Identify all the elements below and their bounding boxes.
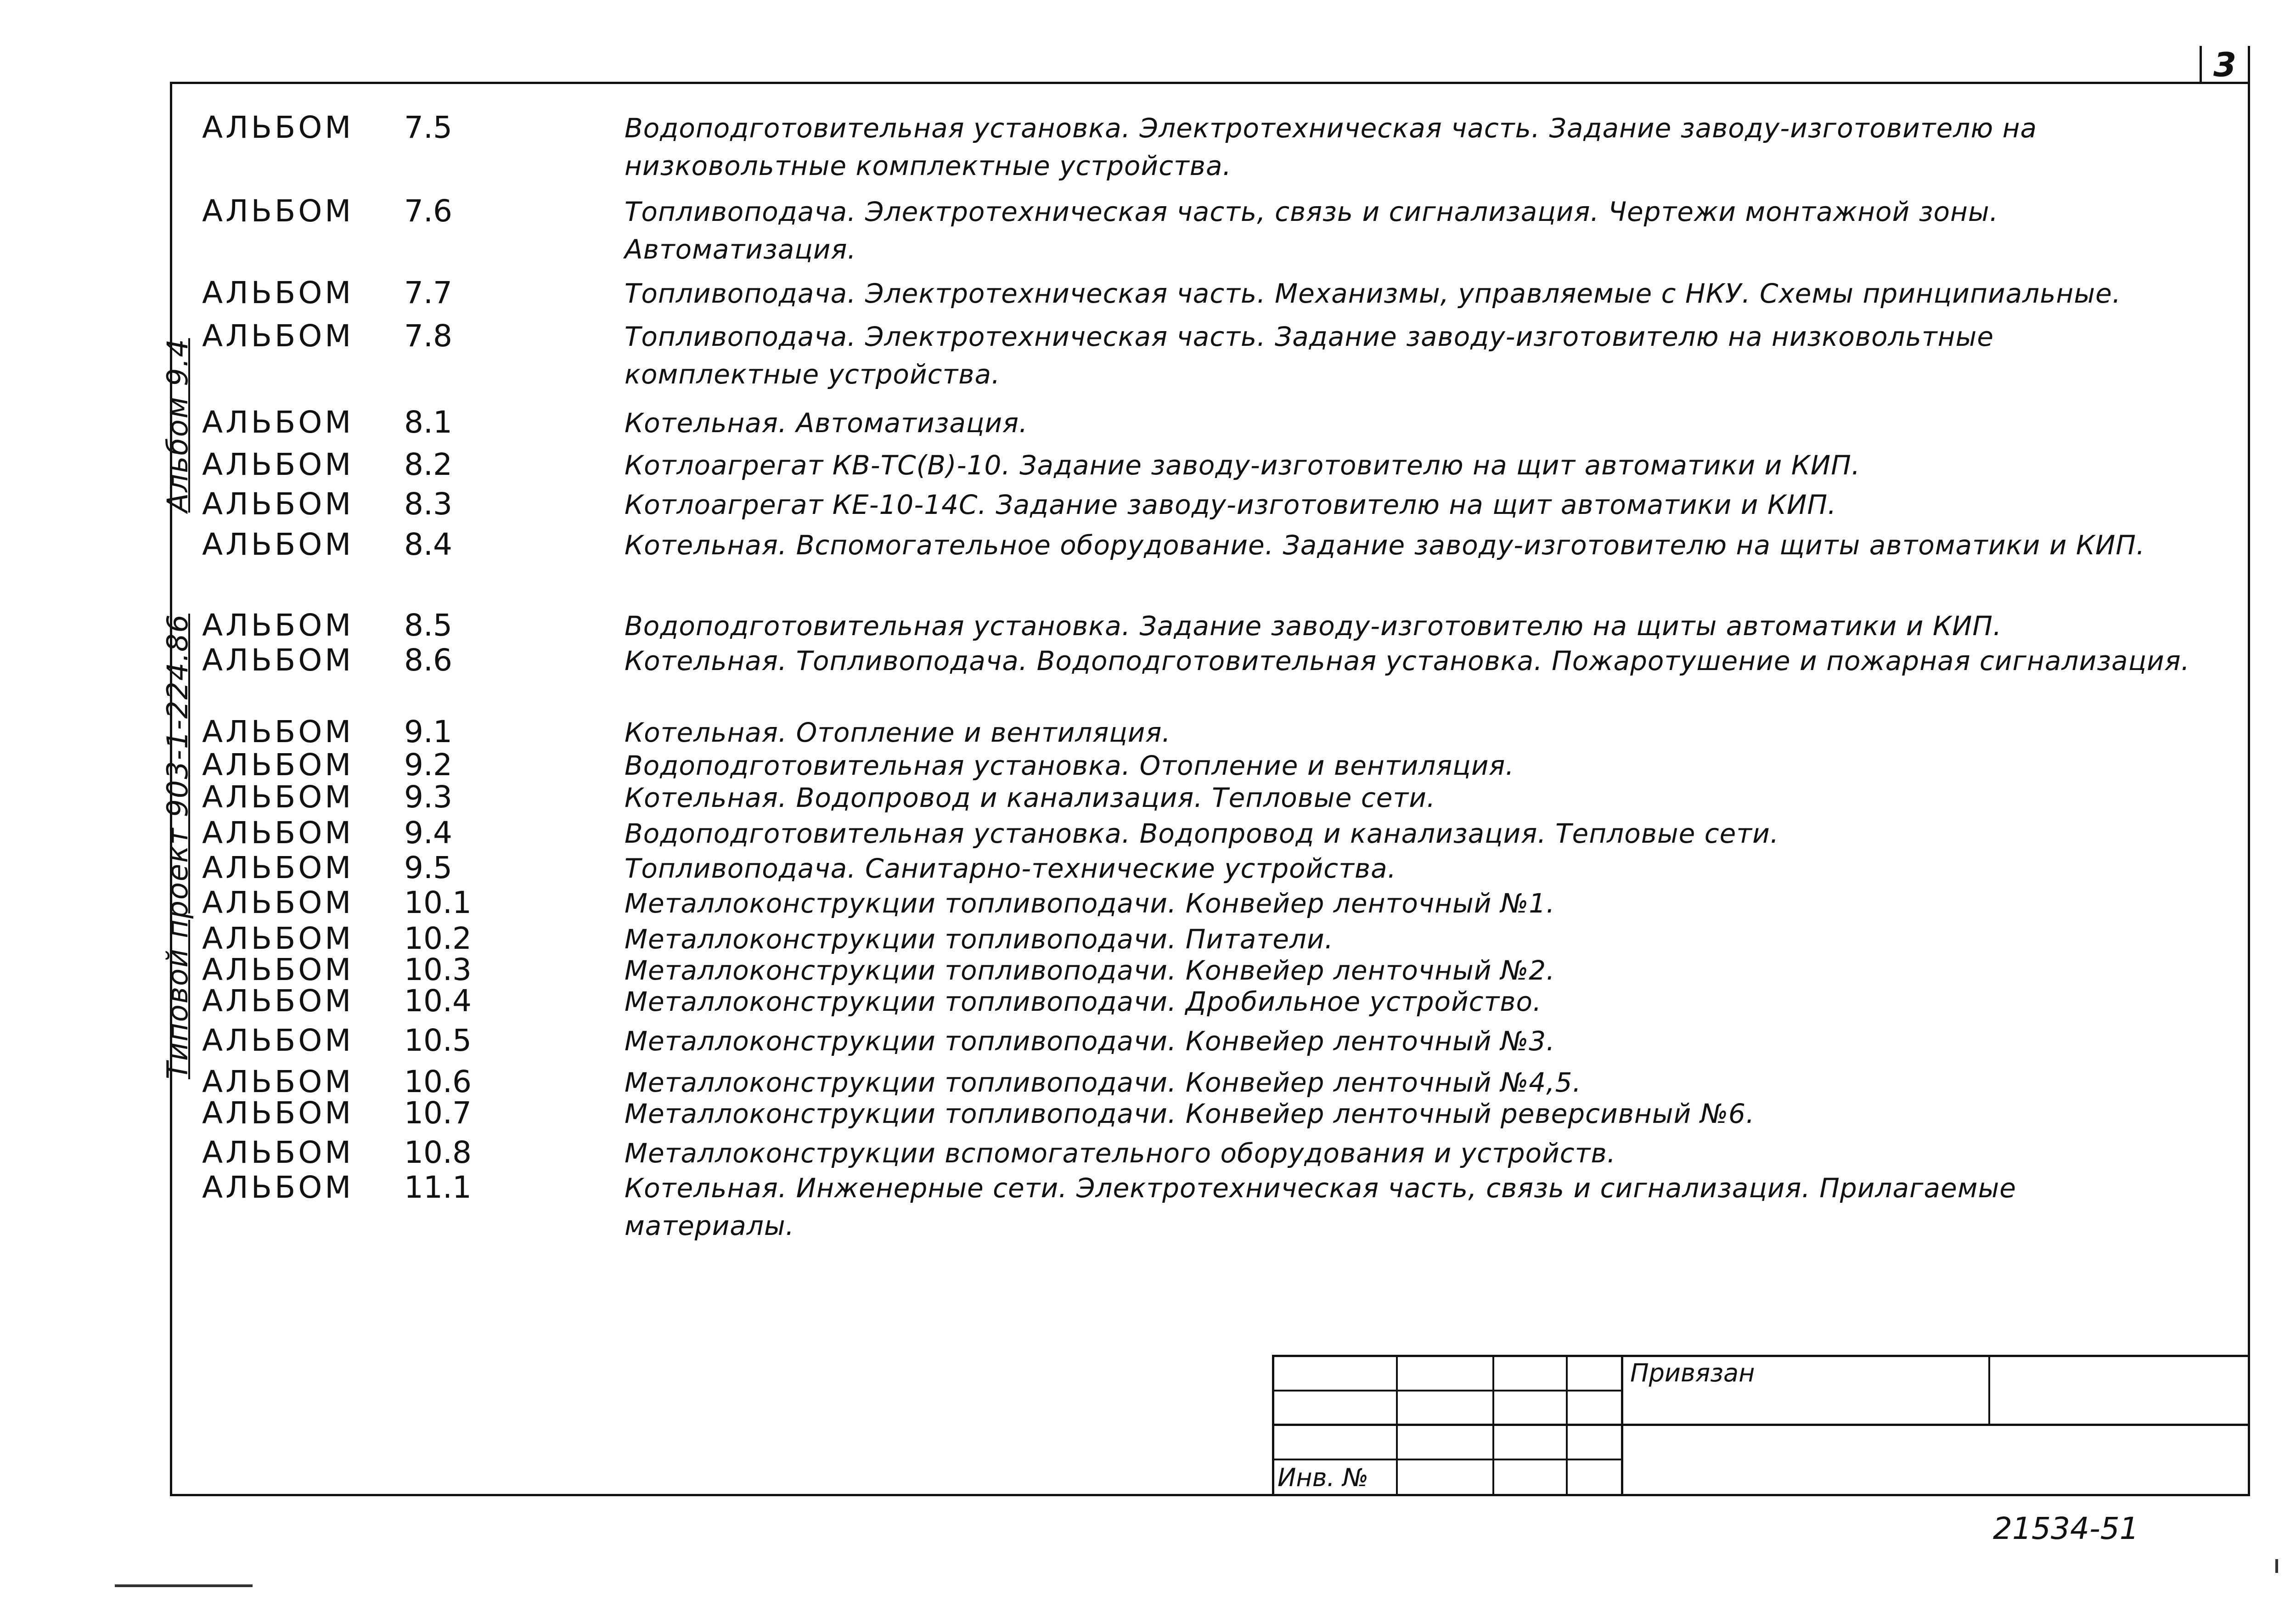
album-description: Водоподготовительная установка. Водопровод и канализация. Тепловые сети.: [625, 818, 1779, 849]
album-label: АЛЬБОМ: [202, 405, 354, 440]
album-number: 10.3: [404, 952, 472, 987]
album-label: АЛЬБОМ: [202, 275, 354, 310]
album-label: АЛЬБОМ: [202, 983, 354, 1019]
album-label: АЛЬБОМ: [202, 815, 354, 851]
album-number: 8.1: [404, 405, 452, 440]
inventory-label: Инв. №: [1277, 1463, 1369, 1492]
album-label: АЛЬБОМ: [202, 1170, 354, 1205]
album-label: АЛЬБОМ: [202, 1135, 354, 1170]
album-description: Котельная. Топливоподача. Водоподготовительная установка. Пожаротушение и пожарная сигнализация.: [625, 645, 2190, 676]
album-number: 10.5: [404, 1023, 472, 1058]
album-number: 9.1: [404, 714, 452, 749]
album-label: АЛЬБОМ: [202, 747, 354, 783]
album-number: 7.5: [404, 110, 452, 145]
margin-mark: [115, 1584, 253, 1587]
album-label: АЛЬБОМ: [202, 193, 354, 229]
album-number: 8.2: [404, 447, 452, 482]
album-label: АЛЬБОМ: [202, 850, 354, 885]
album-number: 10.8: [404, 1135, 472, 1170]
album-label: АЛЬБОМ: [202, 318, 354, 354]
album-description: Топливоподача. Электротехническая часть. Задание заводу-изготовителю на низковольтные комплектные устройства.: [625, 321, 1994, 390]
album-label: АЛЬБОМ: [202, 779, 354, 815]
album-label: АЛЬБОМ: [202, 921, 354, 956]
album-description: Металлоконструкции топливоподачи. Питатели.: [625, 924, 1334, 955]
album-description: Металлоконструкции топливоподачи. Дробильное устройство.: [625, 986, 1542, 1017]
album-description: Металлоконструкции топливоподачи. Конвейер ленточный №4,5.: [625, 1067, 1581, 1098]
album-number: 10.1: [404, 885, 472, 920]
album-label: АЛЬБОМ: [202, 1023, 354, 1058]
title-block-border: [1272, 1355, 2250, 1357]
album-number: 9.4: [404, 815, 452, 851]
title-block-rule: [1272, 1424, 2250, 1426]
title-block-rule: [1396, 1355, 1398, 1496]
album-label: АЛЬБОМ: [202, 1095, 354, 1131]
album-label: АЛЬБОМ: [202, 608, 354, 643]
album-number: 7.8: [404, 318, 452, 354]
album-label: АЛЬБОМ: [202, 527, 354, 562]
album-number: 8.6: [404, 642, 452, 678]
album-label: АЛЬБОМ: [202, 642, 354, 678]
album-description: Топливоподача. Санитарно-технические устройства.: [625, 853, 1397, 884]
title-block-rule: [1988, 1355, 1990, 1424]
album-number: 9.2: [404, 747, 452, 783]
album-description: Металлоконструкции топливоподачи. Конвейер ленточный №3.: [625, 1025, 1555, 1057]
page-number-text: 3: [2213, 45, 2237, 84]
album-description: Котлоагрегат КВ-ТС(В)-10. Задание заводу-изготовителю на щит автоматики и КИП.: [625, 450, 1861, 481]
album-description: Металлоконструкции топливоподачи. Конвейер ленточный реверсивный №6.: [625, 1098, 1755, 1129]
album-number: 10.6: [404, 1064, 472, 1099]
album-description: Топливоподача. Электротехническая часть, связь и сигнализация. Чертежи монтажной зоны. Автоматизация.: [625, 196, 1999, 265]
album-label: АЛЬБОМ: [202, 1064, 354, 1099]
album-label: АЛЬБОМ: [202, 714, 354, 749]
album-description: Водоподготовительная установка. Задание заводу-изготовителю на щиты автоматики и КИП.: [625, 610, 2002, 642]
album-description: Котельная. Отопление и вентиляция.: [625, 717, 1171, 748]
album-description: Топливоподача. Электротехническая часть. Механизмы, управляемые с НКУ. Схемы принципиальные.: [625, 278, 2122, 309]
album-number: 8.5: [404, 608, 452, 643]
album-label: АЛЬБОМ: [202, 486, 354, 522]
album-number: 10.4: [404, 983, 472, 1019]
title-block-rule: [1272, 1390, 1621, 1392]
side-label-project: Типовой проект 903-1-224.86: [161, 614, 194, 1079]
album-number: 9.3: [404, 779, 452, 815]
album-description: Котельная. Инженерные сети. Электротехническая часть, связь и сигнализация. Прилагаемые материалы.: [625, 1172, 2016, 1241]
album-number: 10.2: [404, 921, 472, 956]
album-description: Котельная. Вспомогательное оборудование. Задание заводу-изготовителю на щиты автоматики и КИП.: [625, 530, 2145, 561]
title-block-rule: [1492, 1355, 1494, 1496]
album-number: 10.7: [404, 1095, 472, 1131]
title-block: [1272, 1355, 2250, 1496]
album-number: 7.7: [404, 275, 452, 310]
album-label: АЛЬБОМ: [202, 447, 354, 482]
album-number: 11.1: [404, 1170, 472, 1205]
title-block-rule: [1272, 1459, 1621, 1460]
title-block-rule: [1621, 1355, 1623, 1496]
album-description: Котлоагрегат КЕ-10-14С. Задание заводу-изготовителю на щит автоматики и КИП.: [625, 489, 1837, 520]
album-description: Металлоконструкции вспомогательного оборудования и устройств.: [625, 1138, 1616, 1169]
margin-mark: [2275, 1559, 2278, 1573]
album-number: 9.5: [404, 850, 452, 885]
title-block-rule: [1566, 1355, 1568, 1496]
album-description: Металлоконструкции топливоподачи. Конвейер ленточный №1.: [625, 888, 1555, 919]
album-description: Котельная. Автоматизация.: [625, 407, 1028, 439]
document-number: 21534-51: [1993, 1511, 2139, 1546]
side-label-album: Альбом 9.4: [161, 338, 194, 513]
album-description: Водоподготовительная установка. Электротехническая часть. Задание заводу-изготовителю на низковольтные комплектные устройства.: [625, 113, 2037, 181]
album-label: АЛЬБОМ: [202, 110, 354, 145]
album-description: Водоподготовительная установка. Отопление и вентиляция.: [625, 750, 1514, 781]
album-number: 8.3: [404, 486, 452, 522]
album-label: АЛЬБОМ: [202, 952, 354, 987]
album-description: Металлоконструкции топливоподачи. Конвейер ленточный №2.: [625, 955, 1555, 986]
album-number: 7.6: [404, 193, 452, 229]
album-label: АЛЬБОМ: [202, 885, 354, 920]
album-description: Котельная. Водопровод и канализация. Тепловые сети.: [625, 782, 1436, 813]
album-number: 8.4: [404, 527, 452, 562]
attached-label: Привязан: [1630, 1358, 1755, 1387]
